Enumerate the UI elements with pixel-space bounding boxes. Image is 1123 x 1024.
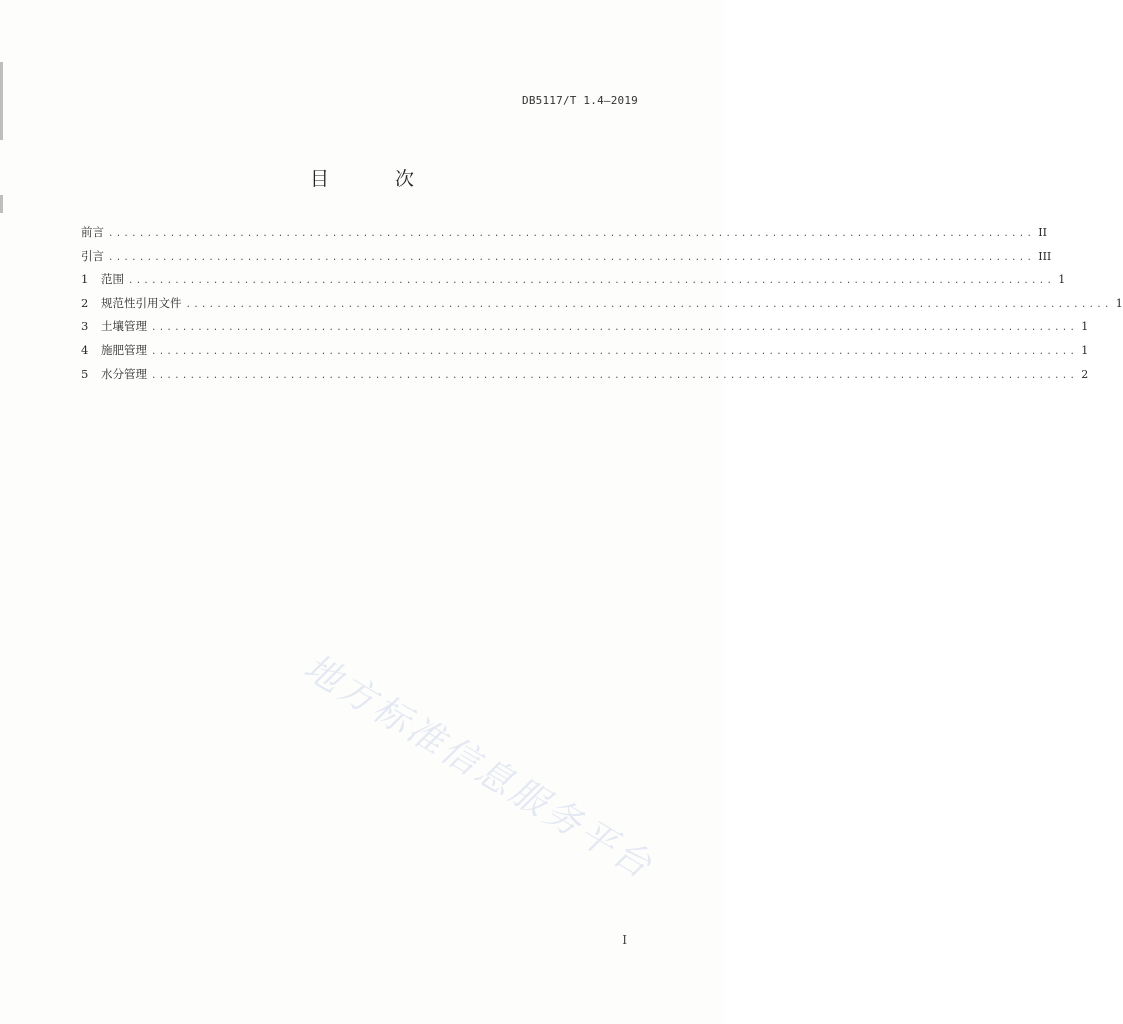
toc-entry-page: III (1038, 249, 1052, 263)
document-code: DB5117/T 1.4—2019 (522, 94, 638, 107)
toc-entry-page: 1 (1115, 296, 1123, 310)
toc-entry-number: 1 (81, 272, 89, 287)
toc-entry-number: 3 (81, 319, 89, 334)
scan-edge-mark (0, 62, 3, 140)
dot-leader: ........................................................................................................................ (185, 299, 1112, 310)
toc-entry-water-management[interactable] (81, 366, 1089, 390)
toc-list (81, 224, 1123, 389)
toc-entry-title: 引言 (81, 248, 104, 263)
dot-leader: ........................................................................................................................ (108, 229, 1035, 239)
dot-leader: ........................................................................................................................ (151, 323, 1078, 334)
toc-entry-number: 2 (81, 295, 89, 310)
toc-entry-title: 土壤管理 (101, 319, 147, 334)
toc-entry-page: 1 (1081, 320, 1089, 334)
toc-entry-page: 1 (1081, 343, 1089, 357)
scan-edge-mark (0, 195, 3, 213)
toc-entry-title: 前言 (81, 225, 104, 239)
toc-title: 目 次 (309, 168, 445, 190)
toc-entry-page: 1 (1058, 273, 1066, 287)
toc-entry-page: II (1038, 226, 1047, 239)
toc-entry-soil-management[interactable] (81, 318, 1089, 342)
page-number: I (622, 933, 627, 947)
toc-entry-title: 水分管理 (101, 366, 147, 381)
toc-entry-title: 施肥管理 (101, 342, 147, 357)
dot-leader: ........................................................................................................................ (108, 252, 1035, 263)
toc-entry-title: 范围 (101, 272, 124, 287)
toc-entry-number: 5 (81, 366, 89, 381)
toc-entry-preface[interactable] (81, 224, 1047, 248)
toc-entry-title: 规范性引用文件 (101, 295, 182, 310)
toc-entry-fertilization-management[interactable] (81, 342, 1089, 366)
toc-entry-introduction[interactable] (81, 248, 1052, 272)
dot-leader: ........................................................................................................................ (128, 276, 1055, 287)
toc-entry-page: 2 (1081, 367, 1089, 381)
toc-entry-normative-references[interactable] (81, 295, 1123, 319)
watermark: 地方标准信息服务平台 (296, 646, 661, 889)
dot-leader: ........................................................................................................................ (151, 346, 1078, 357)
toc-entry-scope[interactable] (81, 271, 1066, 295)
dot-leader: ........................................................................................................................ (151, 370, 1078, 381)
toc-entry-number: 4 (81, 342, 89, 357)
